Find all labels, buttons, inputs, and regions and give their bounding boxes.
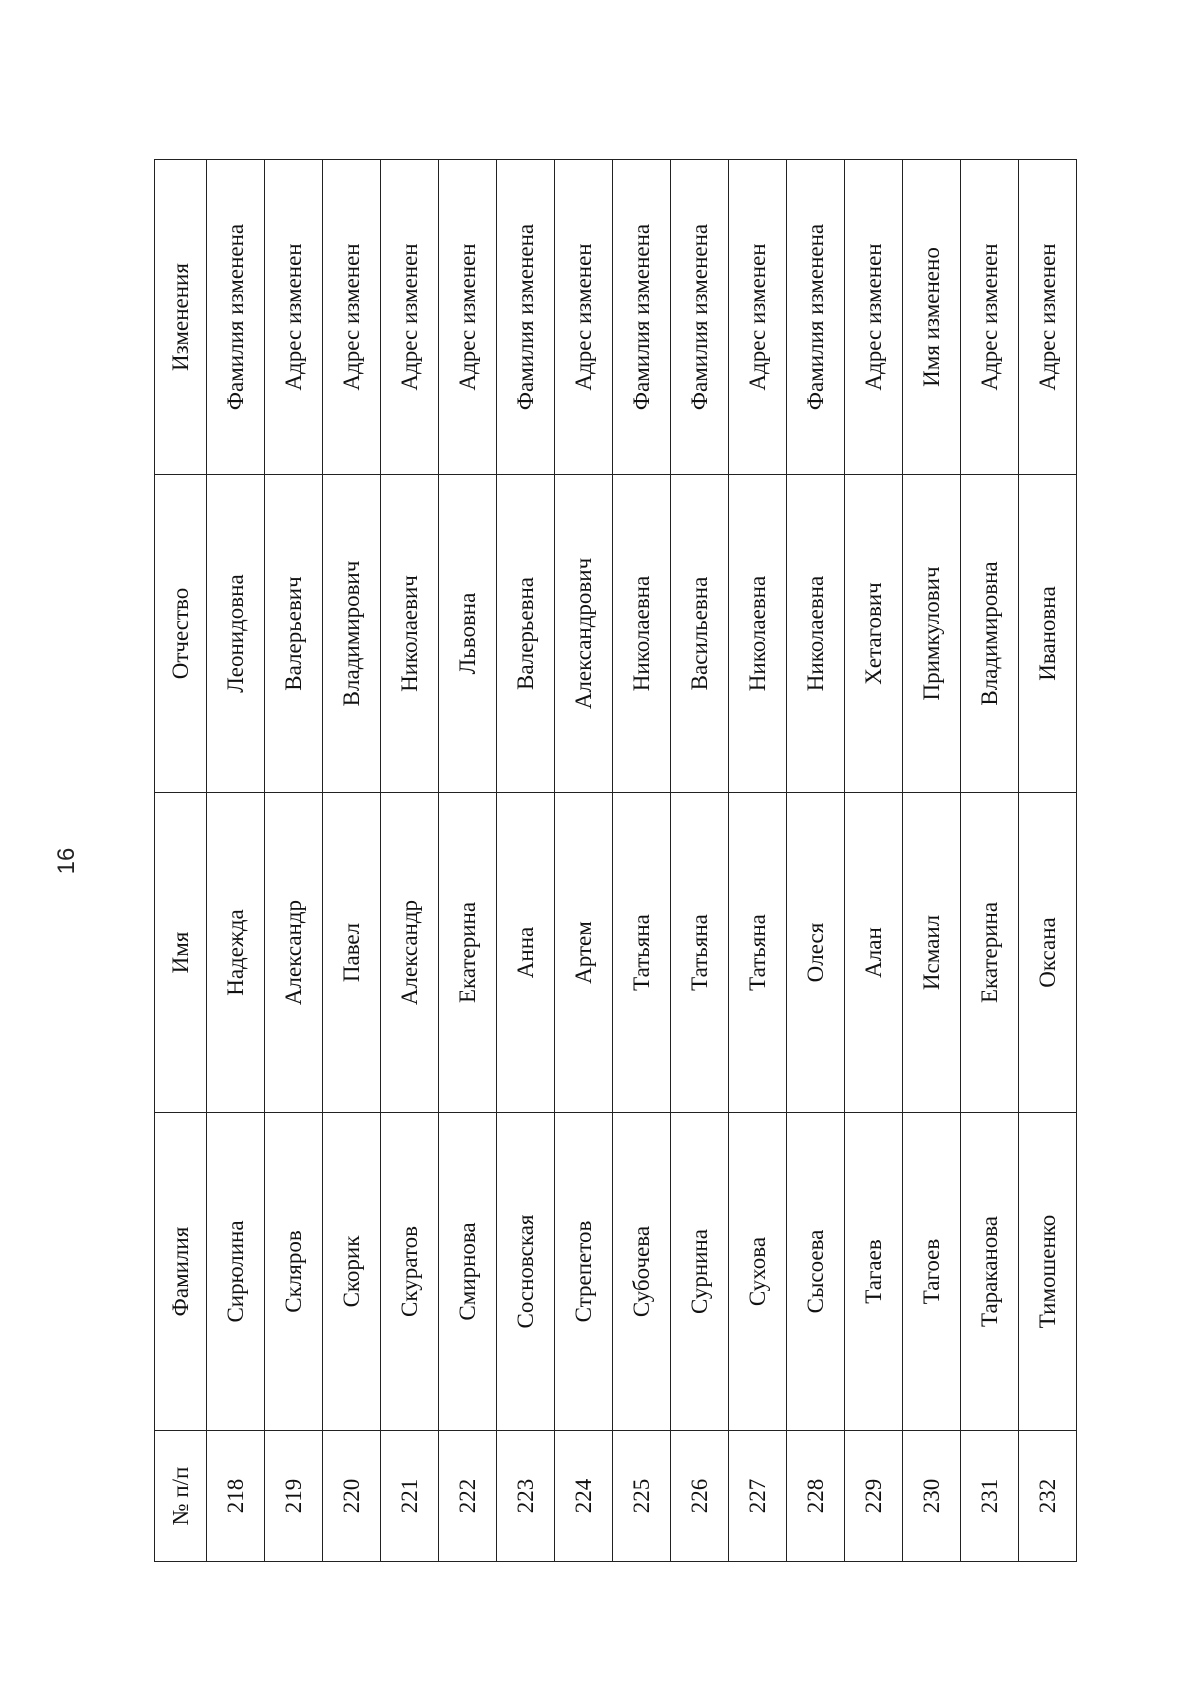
cell-last-name: Сосновская (497, 1113, 555, 1431)
cell-last-name: Тагаев (845, 1113, 903, 1431)
cell-patronymic: Леонидовна (207, 475, 265, 793)
header-first-name: Имя (155, 793, 207, 1113)
table-row (961, 160, 1019, 1562)
cell-first-name: Олеся (787, 793, 845, 1113)
table-header-row (155, 160, 207, 1562)
cell-last-name: Сысоева (787, 1113, 845, 1431)
cell-changes: Адрес изменен (439, 160, 497, 475)
cell-num: 219 (265, 1431, 323, 1562)
table-row (439, 160, 497, 1562)
cell-changes: Фамилия изменена (497, 160, 555, 475)
cell-changes: Фамилия изменена (613, 160, 671, 475)
cell-changes: Адрес изменен (729, 160, 787, 475)
cell-patronymic: Васильевна (671, 475, 729, 793)
cell-first-name: Татьяна (613, 793, 671, 1113)
cell-changes: Фамилия изменена (207, 160, 265, 475)
cell-patronymic: Владимировна (961, 475, 1019, 793)
cell-patronymic: Ивановна (1019, 475, 1077, 793)
cell-first-name: Екатерина (961, 793, 1019, 1113)
cell-patronymic: Валерьевич (265, 475, 323, 793)
cell-changes: Адрес изменен (845, 160, 903, 475)
cell-patronymic: Валерьевна (497, 475, 555, 793)
cell-patronymic: Николаевна (729, 475, 787, 793)
cell-first-name: Павел (323, 793, 381, 1113)
table-row (613, 160, 671, 1562)
cell-last-name: Тагоев (903, 1113, 961, 1431)
cell-last-name: Смирнова (439, 1113, 497, 1431)
table-row (323, 160, 381, 1562)
cell-last-name: Скляров (265, 1113, 323, 1431)
cell-num: 222 (439, 1431, 497, 1562)
cell-first-name: Исмаил (903, 793, 961, 1113)
cell-num: 227 (729, 1431, 787, 1562)
cell-first-name: Татьяна (729, 793, 787, 1113)
cell-first-name: Татьяна (671, 793, 729, 1113)
cell-num: 230 (903, 1431, 961, 1562)
cell-num: 223 (497, 1431, 555, 1562)
records-table-rotated (154, 160, 1061, 1562)
cell-patronymic: Николаевна (787, 475, 845, 793)
table-row (845, 160, 903, 1562)
cell-first-name: Екатерина (439, 793, 497, 1113)
cell-first-name: Александр (381, 793, 439, 1113)
cell-changes: Фамилия изменена (787, 160, 845, 475)
table-row (265, 160, 323, 1562)
cell-changes: Фамилия изменена (671, 160, 729, 475)
cell-last-name: Сурнина (671, 1113, 729, 1431)
cell-last-name: Стрепетов (555, 1113, 613, 1431)
table-row (671, 160, 729, 1562)
cell-patronymic: Николаевич (381, 475, 439, 793)
cell-patronymic: Хетагович (845, 475, 903, 793)
cell-last-name: Тимошенко (1019, 1113, 1077, 1431)
cell-changes: Адрес изменен (555, 160, 613, 475)
cell-patronymic: Александрович (555, 475, 613, 793)
cell-first-name: Анна (497, 793, 555, 1113)
cell-changes: Имя изменено (903, 160, 961, 475)
table-row (207, 160, 265, 1562)
table-row (555, 160, 613, 1562)
table-row (787, 160, 845, 1562)
table-row (1019, 160, 1077, 1562)
page-number: 16 (53, 847, 80, 875)
cell-changes: Адрес изменен (265, 160, 323, 475)
table-row (497, 160, 555, 1562)
cell-patronymic: Владимирович (323, 475, 381, 793)
cell-last-name: Сухова (729, 1113, 787, 1431)
cell-num: 225 (613, 1431, 671, 1562)
cell-last-name: Субочева (613, 1113, 671, 1431)
cell-patronymic: Примкулович (903, 475, 961, 793)
cell-num: 229 (845, 1431, 903, 1562)
cell-last-name: Скуратов (381, 1113, 439, 1431)
table-row (729, 160, 787, 1562)
header-num: № п/п (155, 1431, 207, 1562)
cell-last-name: Тараканова (961, 1113, 1019, 1431)
cell-changes: Адрес изменен (323, 160, 381, 475)
cell-num: 224 (555, 1431, 613, 1562)
cell-num: 231 (961, 1431, 1019, 1562)
records-table (154, 159, 1077, 1562)
cell-first-name: Оксана (1019, 793, 1077, 1113)
header-last-name: Фамилия (155, 1113, 207, 1431)
header-patronymic: Отчество (155, 475, 207, 793)
cell-first-name: Надежда (207, 793, 265, 1113)
cell-first-name: Артем (555, 793, 613, 1113)
cell-num: 232 (1019, 1431, 1077, 1562)
cell-last-name: Сирюлина (207, 1113, 265, 1431)
cell-num: 228 (787, 1431, 845, 1562)
cell-num: 218 (207, 1431, 265, 1562)
table-row (903, 160, 961, 1562)
cell-patronymic: Львовна (439, 475, 497, 793)
cell-num: 226 (671, 1431, 729, 1562)
cell-patronymic: Николаевна (613, 475, 671, 793)
cell-num: 220 (323, 1431, 381, 1562)
header-changes: Изменения (155, 160, 207, 475)
cell-changes: Адрес изменен (381, 160, 439, 475)
cell-num: 221 (381, 1431, 439, 1562)
cell-changes: Адрес изменен (961, 160, 1019, 475)
cell-last-name: Скорик (323, 1113, 381, 1431)
cell-changes: Адрес изменен (1019, 160, 1077, 475)
cell-first-name: Алан (845, 793, 903, 1113)
cell-first-name: Александр (265, 793, 323, 1113)
table-row (381, 160, 439, 1562)
